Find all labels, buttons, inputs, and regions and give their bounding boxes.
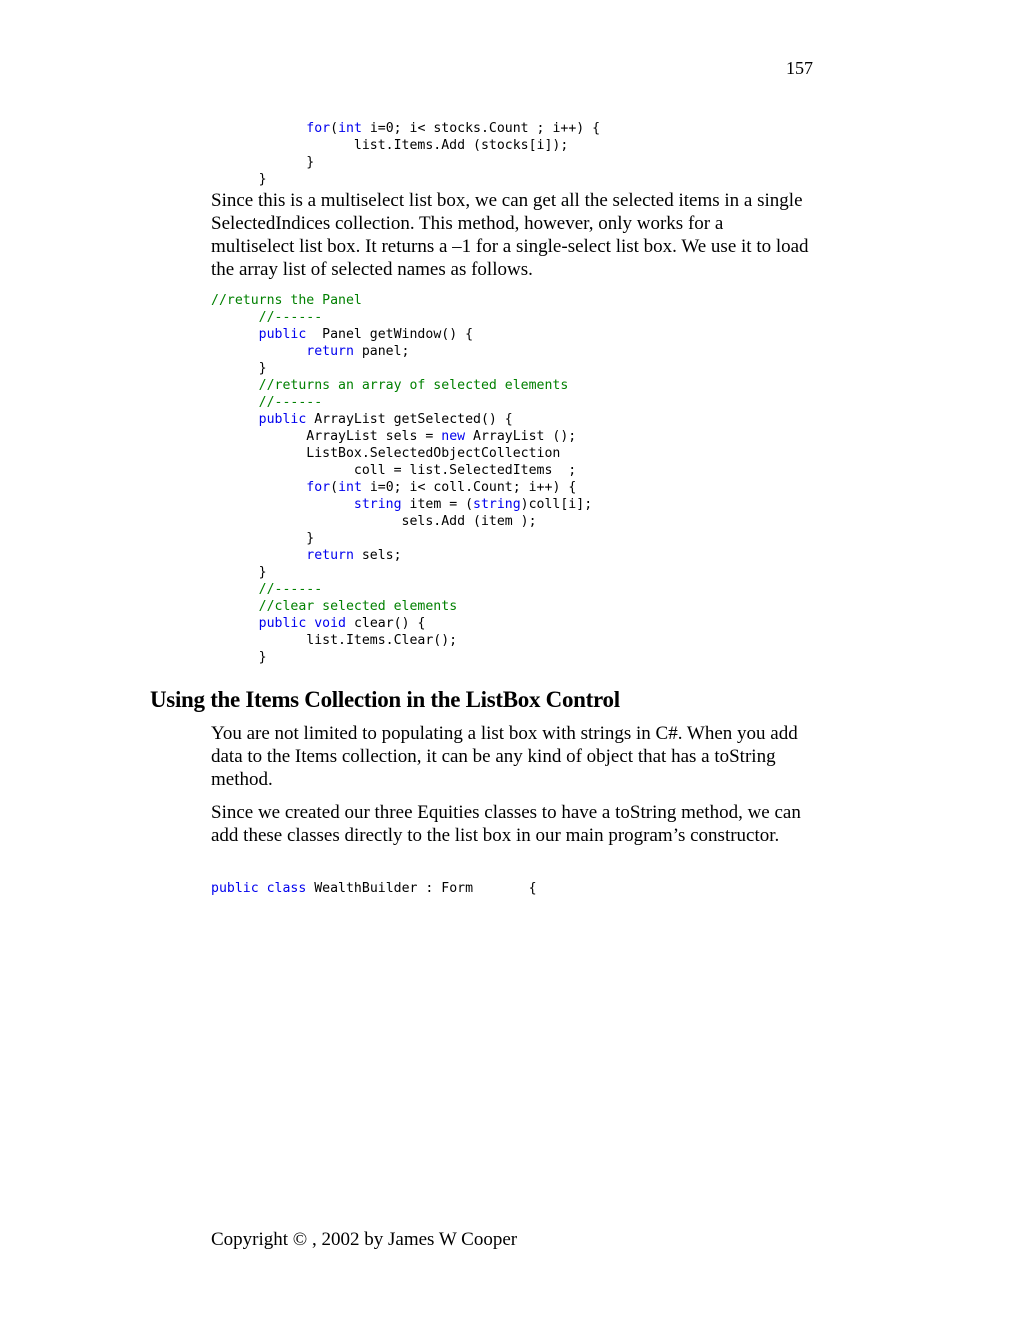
- code-text: ArrayList ();: [465, 429, 577, 444]
- code-line: [211, 309, 592, 326]
- code-keyword: return: [306, 548, 354, 563]
- code-comment: //returns an array of selected elements: [258, 378, 569, 393]
- code-line: [211, 171, 600, 188]
- code-text: [211, 121, 306, 136]
- code-line: [211, 394, 592, 411]
- code-line: [211, 343, 592, 360]
- code-block-for-loop: [211, 120, 600, 188]
- code-text: }: [211, 361, 267, 376]
- code-keyword: new: [441, 429, 466, 444]
- code-text: [211, 378, 259, 393]
- code-keyword: class: [266, 881, 307, 896]
- code-comment: //------: [258, 310, 323, 325]
- code-text: [211, 497, 354, 512]
- paragraph-equities-classes: Since we created our three Equities classes to have a toString method, we can add these classes directly to the list box in our main program’s constructor.: [211, 802, 801, 846]
- code-text: }: [211, 565, 267, 580]
- code-text: Panel getWindow() {: [306, 327, 474, 342]
- code-line: [211, 632, 592, 649]
- section-heading: Using the Items Collection in the ListBox Control: [150, 687, 620, 712]
- code-line: [211, 496, 592, 513]
- code-line: [211, 598, 592, 615]
- code-keyword: public: [211, 881, 259, 896]
- code-text: [211, 616, 259, 631]
- code-text: list.Items.Add (stocks[i]);: [211, 138, 569, 153]
- code-block-get-selected: [211, 292, 592, 666]
- code-text: clear() {: [346, 616, 426, 631]
- code-text: [211, 582, 259, 597]
- code-line: [211, 564, 592, 581]
- footer-copyright: Copyright © , 2002 by James W Cooper: [211, 1229, 518, 1250]
- code-line: [211, 462, 592, 479]
- code-text: }: [211, 155, 315, 170]
- code-line: [211, 530, 592, 547]
- paragraph-items-collection: You are not limited to populating a list box with strings in C#. When you add data to the Items collection, it can be any kind of object that has a toString method.: [211, 723, 798, 790]
- code-line: [211, 411, 592, 428]
- code-line: [211, 581, 592, 598]
- code-text: [259, 881, 267, 896]
- code-keyword: string: [473, 497, 521, 512]
- code-text: [211, 599, 259, 614]
- code-text: [211, 344, 306, 359]
- code-line: [211, 326, 592, 343]
- code-keyword: for: [306, 121, 331, 136]
- code-line: [211, 360, 592, 377]
- code-text: )coll[i];: [520, 497, 593, 512]
- code-text: [211, 412, 259, 427]
- code-text: ArrayList getSelected() {: [306, 412, 513, 427]
- code-keyword: public: [258, 327, 307, 342]
- code-text: item = (: [401, 497, 474, 512]
- code-text: ListBox.SelectedObjectCollection: [211, 446, 561, 461]
- code-line: [211, 154, 600, 171]
- code-text: WealthBuilder : Form {: [306, 881, 537, 896]
- code-text: [211, 327, 259, 342]
- code-line: [211, 513, 592, 530]
- code-line: [211, 377, 592, 394]
- code-text: i=0; i< coll.Count; i++) {: [361, 480, 577, 495]
- code-text: list.Items.Clear();: [211, 633, 458, 648]
- code-text: }: [211, 650, 267, 665]
- code-line: [211, 649, 592, 666]
- code-keyword: int: [338, 480, 362, 495]
- code-comment: //------: [258, 582, 323, 597]
- code-text: [211, 395, 259, 410]
- paragraph-selected-indices: Since this is a multiselect list box, we can get all the selected items in a single SelectedIndices collection. This method, however, only works for a multiselect list box. It returns a –1 for a single-select list box. We use it to load the array list of selected names as follows.: [211, 190, 809, 280]
- code-text: }: [211, 531, 315, 546]
- code-line: [211, 547, 592, 564]
- code-keyword: string: [353, 497, 402, 512]
- code-line: [211, 479, 592, 496]
- code-line: [211, 615, 592, 632]
- code-text: [211, 310, 259, 325]
- code-text: }: [211, 172, 267, 187]
- code-text: [211, 480, 306, 495]
- code-text: [211, 548, 306, 563]
- code-line: [211, 880, 537, 897]
- code-comment: //returns the Panel: [211, 293, 362, 308]
- code-text: coll = list.SelectedItems ;: [211, 463, 577, 478]
- code-comment: //clear selected elements: [258, 599, 458, 614]
- code-text: panel;: [353, 344, 410, 359]
- code-text: sels;: [353, 548, 402, 563]
- code-keyword: void: [314, 616, 346, 631]
- code-block-wealthbuilder: [211, 880, 537, 897]
- code-text: i=0; i< stocks.Count ; i++) {: [361, 121, 601, 136]
- code-keyword: return: [306, 344, 354, 359]
- code-text: sels.Add (item );: [211, 514, 537, 529]
- code-line: [211, 445, 592, 462]
- code-text: (: [330, 121, 339, 136]
- code-keyword: for: [306, 480, 331, 495]
- code-line: [211, 428, 592, 445]
- code-keyword: int: [338, 121, 362, 136]
- code-keyword: public: [258, 616, 307, 631]
- code-line: [211, 137, 600, 154]
- code-keyword: public: [258, 412, 307, 427]
- code-text: ArrayList sels =: [211, 429, 442, 444]
- code-text: (: [330, 480, 339, 495]
- code-line: [211, 120, 600, 137]
- code-line: [211, 292, 592, 309]
- code-comment: //------: [258, 395, 323, 410]
- page-number: 157: [786, 58, 813, 78]
